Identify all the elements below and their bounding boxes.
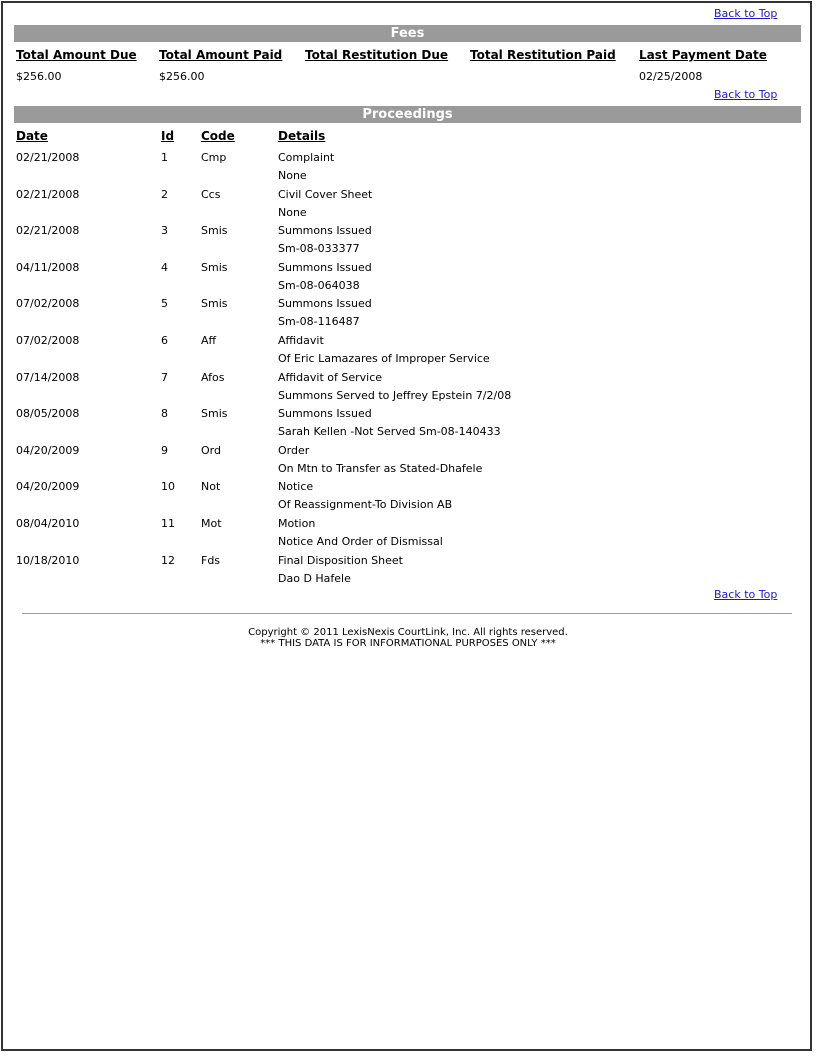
footer-copyright: Copyright © 2011 LexisNexis CourtLink, Inc. All rights reserved. bbox=[248, 627, 568, 638]
row-code: Cmp bbox=[201, 151, 227, 164]
row-date: 07/02/2008 bbox=[16, 334, 80, 347]
row-detail: Order bbox=[278, 444, 310, 457]
row-date: 07/02/2008 bbox=[16, 297, 80, 310]
fees-value-total-amount-due: $256.00 bbox=[16, 70, 62, 83]
row-date: 02/21/2008 bbox=[16, 188, 80, 201]
row-subdetail: Sarah Kellen -Not Served Sm-08-140433 bbox=[278, 425, 501, 438]
row-subdetail: Notice And Order of Dismissal bbox=[278, 535, 443, 548]
row-date: 02/21/2008 bbox=[16, 151, 80, 164]
row-id: 12 bbox=[161, 554, 175, 567]
row-date: 04/20/2009 bbox=[16, 444, 80, 457]
row-code: Smis bbox=[201, 224, 228, 237]
row-subdetail: Sm-08-064038 bbox=[278, 279, 360, 292]
row-detail: Affidavit of Service bbox=[278, 371, 383, 384]
row-code: Smis bbox=[201, 407, 228, 420]
row-date: 02/21/2008 bbox=[16, 224, 80, 237]
fees-value-last-payment-date: 02/25/2008 bbox=[639, 70, 703, 83]
row-subdetail: On Mtn to Transfer as Stated-Dhafele bbox=[278, 462, 483, 475]
proceedings-header-details: Details bbox=[278, 129, 326, 143]
footer-disclaimer: *** THIS DATA IS FOR INFORMATIONAL PURPOSES ONLY *** bbox=[260, 638, 556, 649]
row-subdetail: Dao D Hafele bbox=[278, 572, 351, 585]
row-id: 1 bbox=[161, 151, 168, 164]
row-subdetail: Sm-08-033377 bbox=[278, 242, 360, 255]
row-code: Not bbox=[201, 480, 221, 493]
row-code: Mot bbox=[201, 517, 222, 530]
row-date: 08/04/2010 bbox=[16, 517, 80, 530]
row-code: Ord bbox=[201, 444, 221, 457]
row-subdetail: None bbox=[278, 206, 307, 219]
row-detail: Complaint bbox=[278, 151, 335, 164]
fees-header-total-restitution-paid: Total Restitution Paid bbox=[470, 48, 616, 62]
row-date: 07/14/2008 bbox=[16, 371, 80, 384]
proceedings-section-header: Proceedings bbox=[14, 106, 801, 123]
row-code: Afos bbox=[201, 371, 225, 384]
row-id: 2 bbox=[161, 188, 168, 201]
page-frame bbox=[1, 1, 812, 1051]
row-id: 5 bbox=[161, 297, 168, 310]
proceedings-header-date: Date bbox=[16, 129, 48, 143]
row-id: 8 bbox=[161, 407, 168, 420]
row-id: 3 bbox=[161, 224, 168, 237]
fees-header-last-payment-date: Last Payment Date bbox=[639, 48, 767, 62]
back-to-top-link[interactable]: Back to Top bbox=[714, 88, 778, 101]
row-id: 11 bbox=[161, 517, 175, 530]
back-to-top-link[interactable]: Back to Top bbox=[714, 7, 778, 20]
row-code: Smis bbox=[201, 261, 228, 274]
row-date: 04/11/2008 bbox=[16, 261, 80, 274]
fees-value-total-amount-paid: $256.00 bbox=[159, 70, 205, 83]
fees-header-total-restitution-due: Total Restitution Due bbox=[305, 48, 449, 62]
row-subdetail: Of Eric Lamazares of Improper Service bbox=[278, 352, 490, 365]
row-detail: Affidavit bbox=[278, 334, 324, 347]
row-subdetail: None bbox=[278, 169, 307, 182]
row-date: 04/20/2009 bbox=[16, 480, 80, 493]
row-code: Aff bbox=[201, 334, 217, 347]
row-detail: Summons Issued bbox=[278, 261, 372, 274]
row-code: Smis bbox=[201, 297, 228, 310]
footer-divider bbox=[22, 613, 792, 614]
row-id: 7 bbox=[161, 371, 168, 384]
row-code: Fds bbox=[201, 554, 221, 567]
proceedings-header-code: Code bbox=[201, 129, 235, 143]
fees-header-total-amount-paid: Total Amount Paid bbox=[159, 48, 283, 62]
row-detail: Final Disposition Sheet bbox=[278, 554, 403, 567]
row-id: 6 bbox=[161, 334, 168, 347]
row-code: Ccs bbox=[201, 188, 221, 201]
row-detail: Summons Issued bbox=[278, 297, 372, 310]
row-subdetail: Sm-08-116487 bbox=[278, 315, 360, 328]
row-id: 9 bbox=[161, 444, 168, 457]
row-detail: Summons Issued bbox=[278, 224, 372, 237]
row-id: 4 bbox=[161, 261, 168, 274]
row-detail: Motion bbox=[278, 517, 316, 530]
proceedings-header-id: Id bbox=[161, 129, 175, 143]
row-detail: Civil Cover Sheet bbox=[278, 188, 373, 201]
row-detail: Notice bbox=[278, 480, 314, 493]
row-date: 10/18/2010 bbox=[16, 554, 80, 567]
row-subdetail: Summons Served to Jeffrey Epstein 7/2/08 bbox=[278, 389, 512, 402]
fees-header-total-amount-due: Total Amount Due bbox=[16, 48, 137, 62]
fees-section-header: Fees bbox=[14, 25, 801, 42]
row-subdetail: Of Reassignment-To Division AB bbox=[278, 498, 453, 511]
back-to-top-link[interactable]: Back to Top bbox=[714, 588, 778, 601]
row-date: 08/05/2008 bbox=[16, 407, 80, 420]
row-detail: Summons Issued bbox=[278, 407, 372, 420]
row-id: 10 bbox=[161, 480, 175, 493]
